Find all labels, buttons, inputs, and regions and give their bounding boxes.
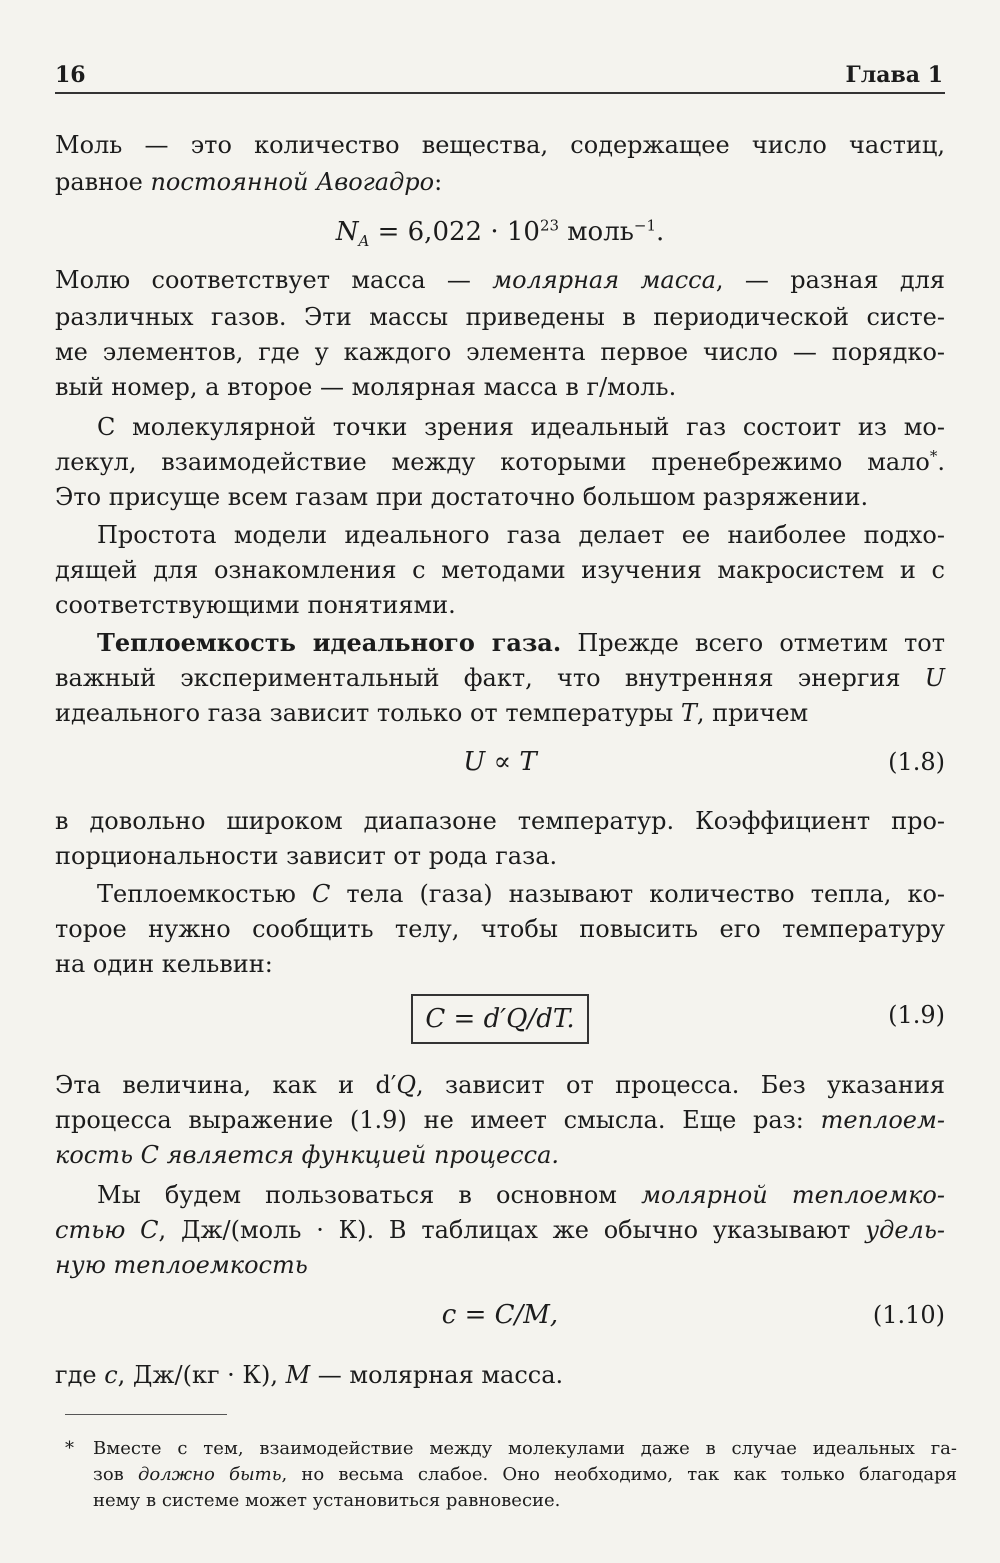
- footnote-marker: *: [929, 447, 938, 465]
- text-line: вый номер, а второе — молярная масса в г/моль.: [55, 373, 677, 401]
- equation-1-10: c = C/M,: [441, 1300, 559, 1330]
- equation-number: (1.10): [872, 1301, 945, 1329]
- text-line: Теплоемкостью C тела (газа) называют количество тепла, ко-: [97, 880, 946, 908]
- text-line: Это присуще всем газам при достаточно большом разряжении.: [55, 483, 869, 511]
- section-heading: Теплоемкость идеального газа.: [97, 628, 562, 657]
- text-line: ме элементов, где у каждого элемента первое число — порядко-: [55, 338, 945, 366]
- text-line: Молю соответствует масса — молярная масса, — разная для: [55, 266, 945, 294]
- text-line: различных газов. Эти массы приведены в периодической систе-: [55, 303, 945, 331]
- text-line: Эта величина, как и d′Q, зависит от процесса. Без указания: [55, 1071, 945, 1099]
- page-number: 16: [55, 62, 86, 88]
- text-line: торое нужно сообщить телу, чтобы повысить его температуру: [55, 915, 945, 943]
- text-line: где c, Дж/(кг · К), M — молярная масса.: [55, 1361, 564, 1389]
- text-line: С молекулярной точки зрения идеальный газ состоит из мо-: [97, 413, 945, 441]
- text-line: идеального газа зависит только от температуры T, причем: [55, 699, 809, 727]
- text-line: на один кельвин:: [55, 950, 273, 978]
- text-line: Моль — это количество вещества, содержащее число частиц,: [55, 131, 945, 159]
- text-line: Теплоемкость идеального газа. Прежде всего отметим тот: [97, 628, 946, 657]
- chapter-title: Глава 1: [845, 62, 943, 88]
- text-line: Мы будем пользоваться в основном молярной теплоемко-: [97, 1181, 945, 1209]
- footnote-star: *: [65, 1438, 74, 1459]
- equation-number: (1.8): [888, 748, 945, 776]
- footnote-line: зов должно быть, но весьма слабое. Оно необходимо, так как только благодаря: [93, 1464, 957, 1485]
- equation-1-8: U ∝ T: [463, 747, 537, 777]
- text-line: ную теплоемкость: [55, 1251, 308, 1279]
- equation-1-9: C = d′Q/dT.: [411, 994, 588, 1044]
- equation-1-9-container: [55, 994, 945, 1044]
- text-line: порциональности зависит от рода газа.: [55, 842, 558, 870]
- text-line: лекул, взаимодействие между которыми пренебрежимо мало*.: [55, 447, 945, 476]
- footnote-line: * Вместе с тем, взаимодействие между молекулами даже в случае идеальных га-: [65, 1436, 957, 1462]
- text-line: дящей для ознакомления с методами изучения макросистем и с: [55, 556, 945, 584]
- text-line: кость C является функцией процесса.: [55, 1141, 559, 1169]
- equation-avogadro: $N_A = 6,022 \cdot 10^{23}$ моль$^{-1}$.: [335, 216, 665, 251]
- text-line: в довольно широком диапазоне температур. Коэффициент про-: [55, 807, 945, 835]
- running-header: [55, 58, 945, 94]
- text-line: равное постоянной Авогадро:: [55, 168, 443, 196]
- equation-number: (1.9): [888, 1001, 945, 1029]
- text-line: стью C, Дж/(моль · К). В таблицах же обычно указывают удель-: [55, 1216, 946, 1244]
- text-line: процесса выражение (1.9) не имеет смысла. Еще раз: теплоем-: [55, 1106, 945, 1134]
- footnote-rule: [65, 1414, 227, 1415]
- text-line: соответствующими понятиями.: [55, 591, 456, 619]
- text-line: важный экспериментальный факт, что внутренняя энергия U: [55, 664, 945, 692]
- footnote-line: нему в системе может установиться равновесие.: [93, 1490, 561, 1511]
- text-line: Простота модели идеального газа делает ее наиболее подхо-: [97, 521, 945, 549]
